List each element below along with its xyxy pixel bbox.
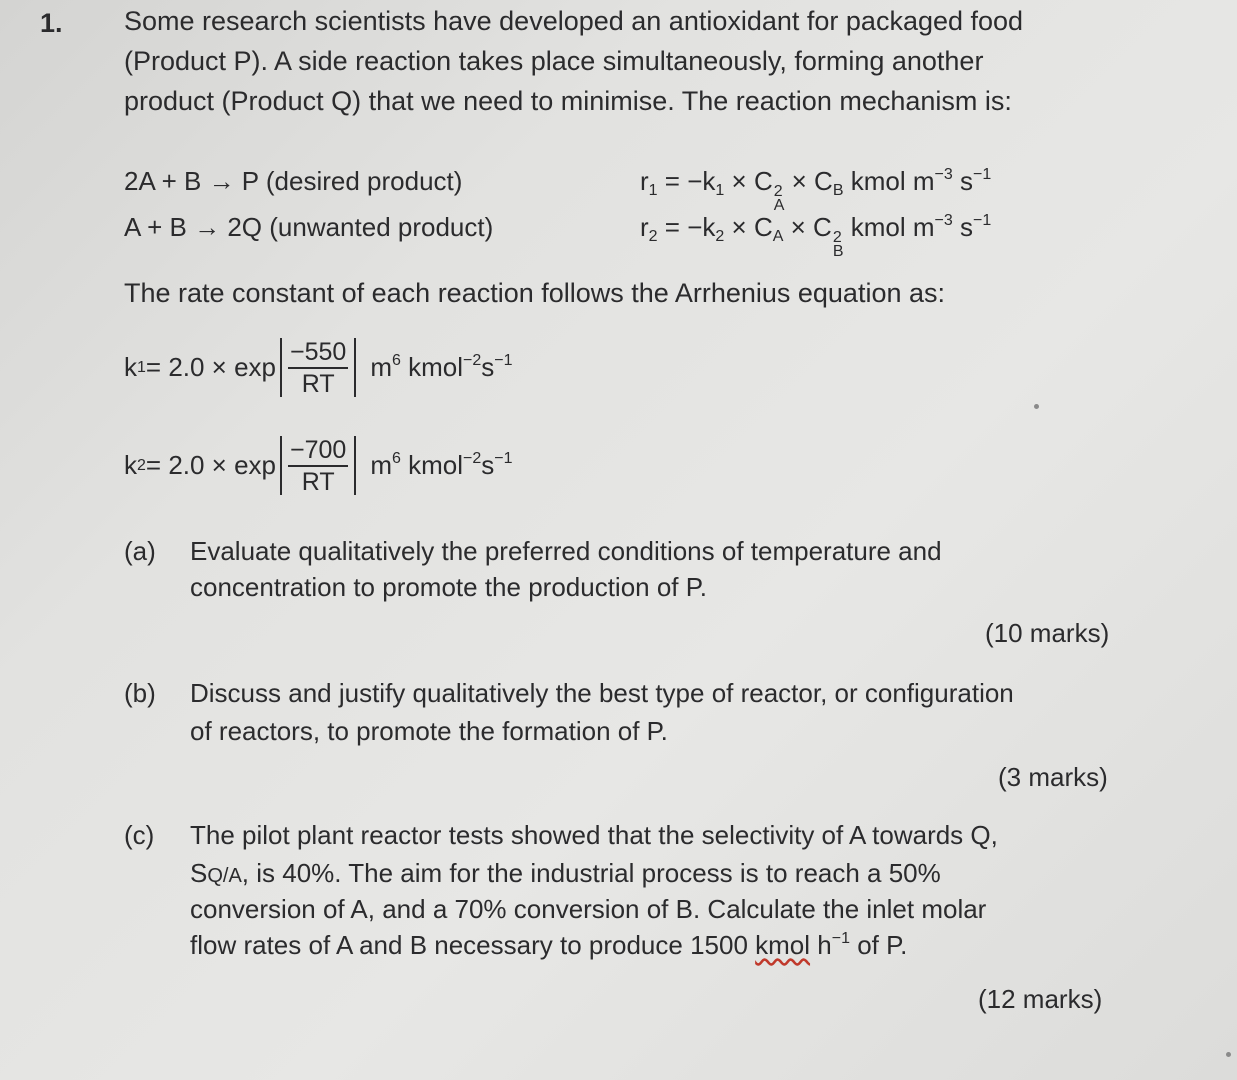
k-units	[370, 352, 512, 383]
reaction-1-equation: 2A + B → P (desired product)	[124, 166, 463, 196]
rate-units: kmol m	[850, 212, 935, 242]
units-s: s	[481, 450, 495, 480]
part-c-line-2	[190, 858, 941, 889]
part-a-marks: (10 marks)	[985, 618, 1110, 648]
selectivity-text: , is 40%. The aim for the industrial process is to reach a 50%	[241, 858, 941, 888]
part-a-line-1: Evaluate qualitatively the preferred conditions of temperature and	[190, 536, 942, 566]
fraction-numerator: −550	[288, 338, 348, 369]
k-index: 1	[137, 358, 146, 376]
units-kmol-exp: −2	[463, 352, 482, 369]
rate-units-s-exp: −1	[973, 166, 992, 183]
rate-units-exp: −3	[934, 212, 953, 229]
k-symbol: k	[124, 450, 137, 480]
rate-units-s-exp: −1	[973, 212, 992, 229]
exponent-fraction	[280, 436, 356, 495]
part-b-marks: (3 marks)	[998, 762, 1108, 792]
rate-units-exp: −3	[934, 166, 953, 183]
hour-unit: h	[810, 930, 832, 960]
fraction-denominator: RT	[301, 370, 335, 398]
k-index: 2	[137, 456, 146, 474]
rate-units-s: s	[952, 166, 973, 196]
k1-equation	[124, 338, 513, 397]
units-m: m	[370, 352, 392, 382]
intro-line-3: product (Product Q) that we need to minimise. The reaction mechanism is:	[124, 86, 1012, 116]
units-kmol: kmol	[400, 450, 464, 480]
kmol-unit: kmol	[755, 930, 811, 960]
rate-equals: = −	[657, 212, 703, 242]
hour-exp: −1	[831, 930, 850, 947]
rate-units-s: s	[952, 212, 973, 242]
part-c-marks: (12 marks)	[978, 984, 1103, 1014]
question-number: 1.	[40, 8, 63, 38]
rate-index: 2	[648, 228, 658, 245]
rate-k-index: 2	[715, 228, 725, 245]
flow-text: flow rates of A and B necessary to produce 1500	[190, 930, 756, 960]
units-m-exp: 6	[392, 450, 401, 467]
part-b-line-2: of reactors, to promote the formation of P.	[190, 716, 668, 746]
part-c-line-3: conversion of A, and a 70% conversion of B. Calculate the inlet molar	[190, 894, 987, 924]
rate-term: × $C_A \times C$ 2 B	[731, 212, 844, 261]
rate-index: 1	[648, 182, 658, 199]
units-s-exp: −1	[494, 352, 513, 369]
rate-k-index: 1	[715, 182, 725, 199]
units-s: s	[481, 352, 495, 382]
k-prefix: = 2.0 × exp	[145, 450, 277, 480]
units-m-exp: 6	[392, 352, 401, 369]
rate-term: × C 2 A × $C_B$	[731, 166, 844, 215]
k-units	[370, 450, 512, 481]
fraction-numerator: −700	[288, 436, 348, 467]
part-c-line-1: The pilot plant reactor tests showed that the selectivity of A towards Q,	[190, 820, 998, 850]
k-symbol: k	[124, 352, 137, 382]
part-a-line-2: concentration to promote the production of P.	[190, 572, 707, 602]
units-s-exp: −1	[494, 450, 513, 467]
part-b-label: (b)	[124, 678, 156, 708]
units-kmol: kmol	[400, 352, 464, 382]
part-c-line-4	[190, 930, 907, 961]
rate-symbol: r	[640, 212, 649, 242]
selectivity-subscript: Q/A	[207, 865, 242, 887]
rate-k: k	[702, 166, 716, 196]
reaction-2-equation: A + B → 2Q (unwanted product)	[124, 212, 494, 242]
exponent-fraction	[280, 338, 356, 397]
rate-k: k	[702, 212, 716, 242]
flow-text-end: of P.	[849, 930, 908, 960]
k-prefix: = 2.0 × exp	[145, 352, 277, 382]
rate-units: kmol m	[850, 166, 935, 196]
rate-symbol: r	[640, 166, 649, 196]
units-kmol-exp: −2	[463, 450, 482, 467]
reaction-1-rate-law	[640, 166, 991, 214]
rate-equals: = −	[657, 166, 703, 196]
intro-line-1: Some research scientists have developed an antioxidant for packaged food	[124, 6, 1024, 36]
units-m: m	[370, 450, 392, 480]
part-a-label: (a)	[124, 536, 156, 566]
arrhenius-intro: The rate constant of each reaction follows the Arrhenius equation as:	[124, 278, 945, 308]
reaction-2-rate-law	[640, 212, 991, 260]
k2-equation	[124, 436, 513, 495]
selectivity-symbol: S	[190, 858, 208, 888]
intro-line-2: (Product P). A side reaction takes place simultaneously, forming another	[124, 46, 984, 76]
speck-dot	[1226, 1052, 1231, 1057]
speck-dot	[1034, 404, 1039, 409]
part-b-line-1: Discuss and justify qualitatively the best type of reactor, or configuration	[190, 678, 1014, 708]
fraction-denominator: RT	[301, 468, 335, 496]
part-c-label: (c)	[124, 820, 155, 850]
